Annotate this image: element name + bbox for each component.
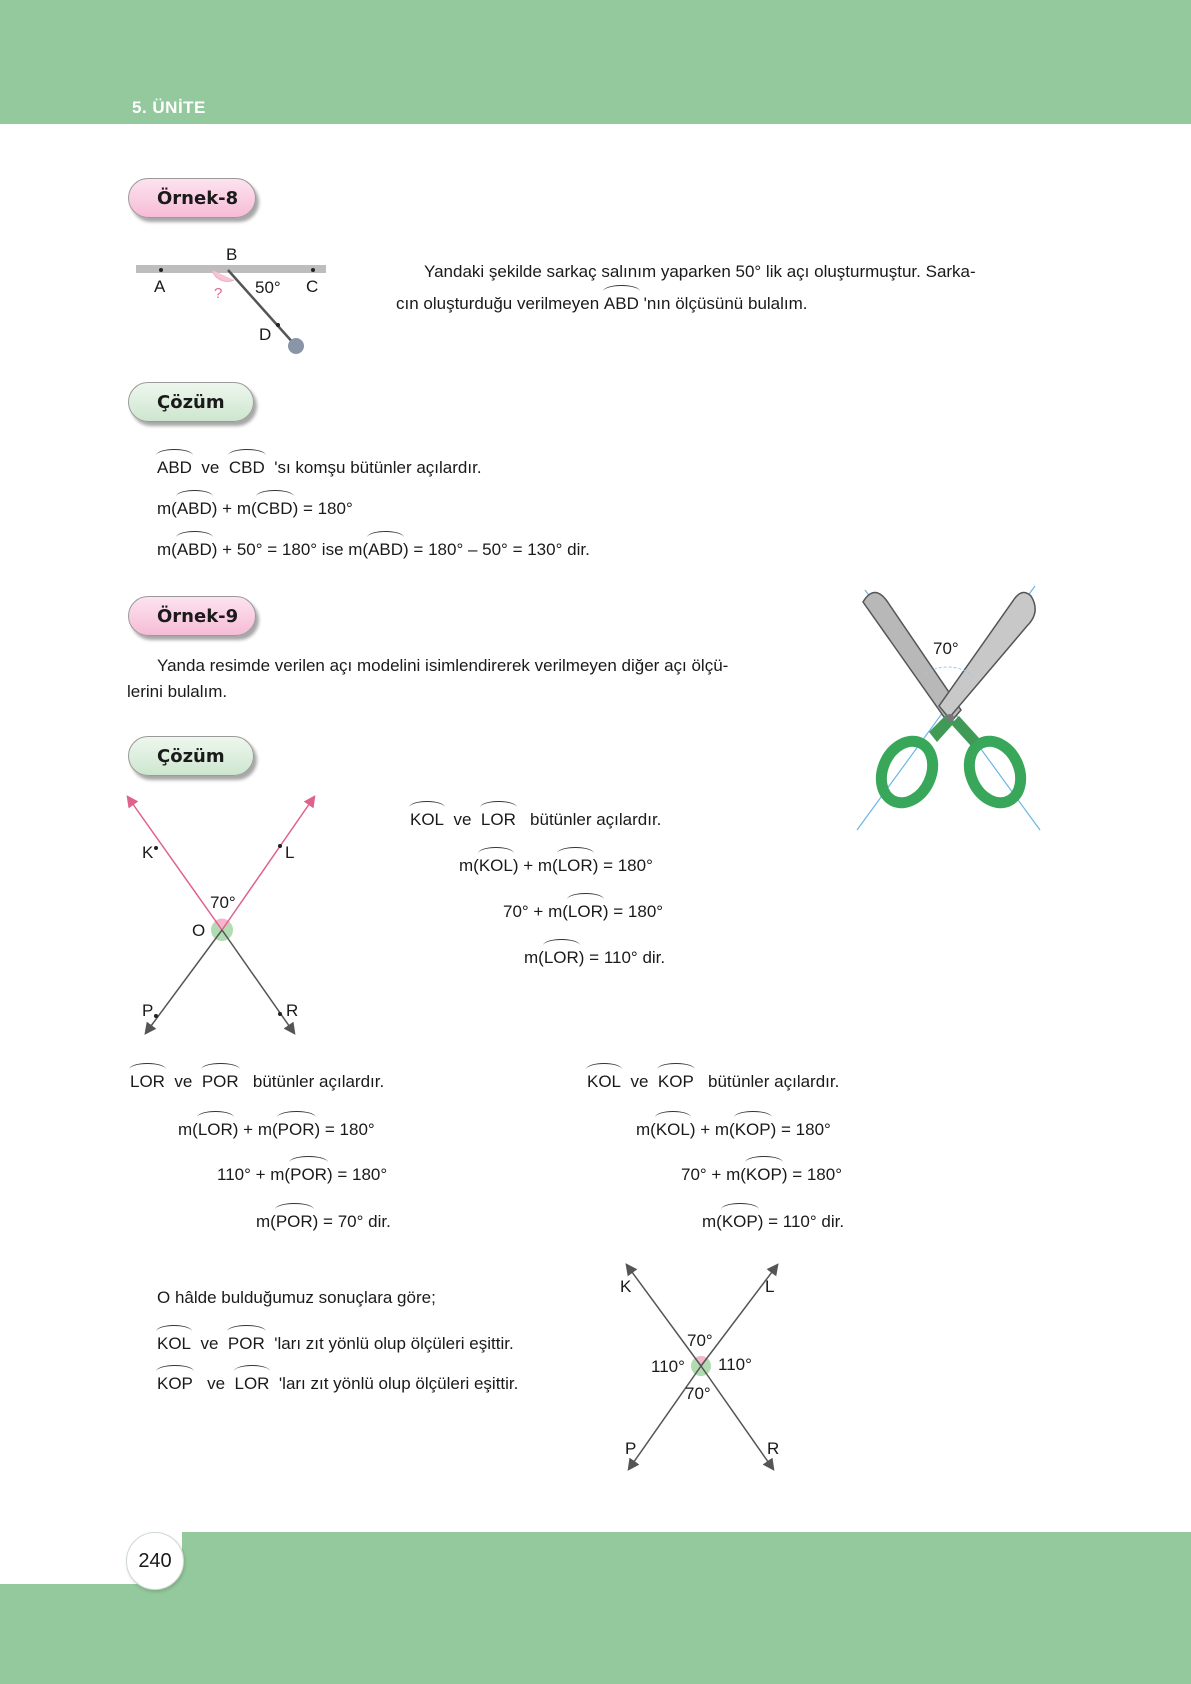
example-9-text-2: lerini bulalım.	[127, 682, 228, 701]
label-b: B	[226, 245, 238, 264]
conclusion-line-2: KOP ve LOR 'ları zıt yönlü olup ölçüleri eşittir.	[157, 1374, 519, 1393]
solution-9-line-4: m(LOR) = 110° dir.	[524, 948, 666, 967]
solution-8-line-1: ABD ve CBD 'sı komşu bütünler açılardır.	[157, 458, 482, 477]
scissors-angle-label: 70°	[933, 639, 959, 658]
conclusion-intro: O hâlde bulduğumuz sonuçlara göre;	[157, 1288, 436, 1307]
pendulum-figure	[128, 240, 338, 360]
page-number: 240	[126, 1532, 184, 1590]
scissors-figure	[855, 582, 1045, 832]
pendulum-bob	[288, 338, 304, 354]
scissors-handle-left	[872, 733, 943, 811]
example-8-label: Örnek-8	[128, 178, 256, 218]
label-50: 50°	[255, 278, 281, 297]
label-top-70: 70°	[687, 1331, 713, 1350]
scissors-neck-right	[951, 716, 979, 746]
example-9-label: Örnek-9	[128, 596, 256, 636]
label-c: C	[306, 277, 319, 296]
right-block-eq-1: m(KOL) + m(KOP) = 180°	[636, 1120, 831, 1139]
solution-9-line-1: KOL ve LOR bütünler açılardır.	[410, 810, 662, 829]
label-l2: L	[765, 1277, 775, 1296]
solution-8-line-3: m(ABD) + 50° = 180° ise m(ABD) = 180° – 50° = 130° dir.	[157, 540, 590, 559]
point-r	[278, 1012, 282, 1016]
ray-k	[629, 1268, 701, 1366]
ray-l	[701, 1268, 775, 1366]
angle-figure-kolpr	[120, 790, 330, 1040]
left-block-eq-1: m(LOR) + m(POR) = 180°	[178, 1120, 375, 1139]
label-d: D	[259, 325, 272, 344]
label-p: P	[142, 1001, 154, 1020]
solution-9-line-3: 70° + m(LOR) = 180°	[503, 902, 664, 921]
right-block-heading: KOL ve KOP bütünler açılardır.	[587, 1072, 840, 1091]
scissors-pivot	[946, 714, 954, 722]
point-k	[154, 846, 158, 850]
point-d	[276, 323, 280, 327]
label-k2: K	[620, 1277, 632, 1296]
solution-9-label: Çözüm	[128, 736, 254, 776]
point-c	[311, 268, 315, 272]
label-r: R	[286, 1001, 299, 1020]
angle-figure-conclusion	[615, 1262, 795, 1472]
label-o: O	[192, 921, 206, 940]
label-a: A	[154, 277, 166, 296]
solution-9-line-2: m(KOL) + m(LOR) = 180°	[459, 856, 653, 875]
conclusion-line-1: KOL ve POR 'ları zıt yönlü olup ölçüleri eşittir.	[157, 1334, 514, 1353]
label-l: L	[285, 843, 295, 862]
label-question: ?	[214, 285, 223, 302]
right-block-eq-3: m(KOP) = 110° dir.	[702, 1212, 845, 1231]
solution-8-label: Çözüm	[128, 382, 254, 422]
solution-8-line-2: m(ABD) + m(CBD) = 180°	[157, 499, 353, 518]
label-bottom-70: 70°	[685, 1384, 711, 1403]
example-9-text-1: Yanda resimde verilen açı modelini isimlendirerek verilmeyen diğer açı ölçü-	[157, 656, 729, 675]
example-8-text-2: cın oluşturduğu verilmeyen ABD 'nın ölçüsünü bulalım.	[396, 294, 808, 313]
ray-r	[701, 1366, 771, 1466]
ray-p	[631, 1366, 701, 1466]
label-70: 70°	[210, 893, 236, 912]
left-block-heading: LOR ve POR bütünler açılardır.	[130, 1072, 385, 1091]
right-block-eq-2: 70° + m(KOP) = 180°	[681, 1165, 843, 1184]
point-l	[278, 844, 282, 848]
ray-op	[148, 930, 222, 1030]
label-right-110: 110°	[718, 1355, 752, 1374]
label-k: K	[142, 843, 154, 862]
point-a	[159, 268, 163, 272]
left-block-eq-2: 110° + m(POR) = 180°	[217, 1165, 388, 1184]
point-p	[154, 1014, 158, 1018]
example-8-text-1: Yandaki şekilde sarkaç salınım yaparken 50° lik açı oluşturmuştur. Sarka-	[424, 262, 976, 281]
unit-title: 5. ÜNİTE	[132, 98, 206, 117]
ray-ok	[130, 800, 222, 930]
left-block-eq-3: m(POR) = 70° dir.	[256, 1212, 391, 1231]
label-r2: R	[767, 1439, 780, 1458]
label-left-110: 110°	[651, 1357, 685, 1376]
label-p2: P	[625, 1439, 637, 1458]
